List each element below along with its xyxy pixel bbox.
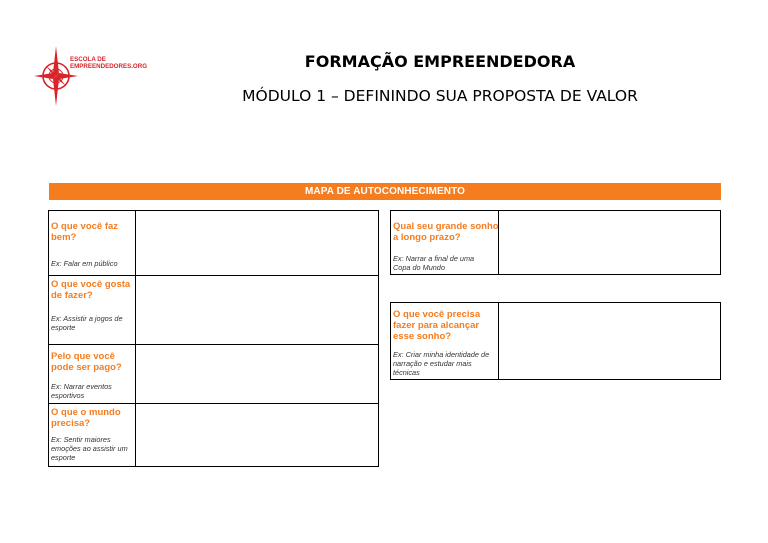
question-row	[391, 303, 498, 379]
question-row	[391, 211, 498, 274]
answer-field[interactable]	[499, 211, 720, 274]
question-row	[49, 345, 135, 403]
answer-field[interactable]	[136, 345, 378, 403]
example-text: Ex: Narrar eventos esportivos	[51, 382, 112, 400]
answer-field[interactable]	[136, 211, 378, 275]
example-text: Ex: Sentir maiores emoções ao assistir um esporte	[51, 435, 128, 462]
page-subtitle: MÓDULO 1 – DEFININDO SUA PROPOSTA DE VALOR	[242, 87, 638, 105]
question-label: Pelo que você pode ser pago?	[51, 351, 122, 373]
left-grid	[48, 210, 379, 467]
page-title: FORMAÇÃO EMPREENDEDORA	[304, 52, 576, 71]
answer-field[interactable]	[136, 404, 378, 466]
right-bottom-grid	[390, 302, 721, 380]
question-row	[49, 404, 135, 466]
question-row	[49, 211, 135, 275]
example-text: Ex: Falar em público	[51, 259, 118, 268]
question-label: O que você faz bem?	[51, 221, 119, 243]
logo-line-2: EMPREENDEDORES.ORG	[70, 63, 148, 70]
question-label: O que você precisa fazer para alcançar esse sonho?	[393, 309, 481, 342]
answer-field[interactable]	[136, 276, 378, 344]
question-label: O que o mundo precisa?	[51, 407, 121, 429]
example-text: Ex: Assistir a jogos de esporte	[51, 314, 123, 332]
example-text: Ex: Criar minha identidade de narração e estudar mais técnicas	[393, 350, 490, 377]
question-label: O que você gosta de fazer?	[51, 279, 131, 301]
question-row	[49, 276, 135, 344]
logo-line-1: ESCOLA DE	[70, 56, 106, 63]
example-text: Ex: Narrar a final de uma Copa do Mundo	[393, 254, 475, 272]
section-banner: MAPA DE AUTOCONHECIMENTO	[49, 183, 721, 200]
question-label: Qual seu grande sonho a longo prazo?	[393, 221, 499, 243]
right-top-grid	[390, 210, 721, 275]
answer-field[interactable]	[499, 303, 720, 379]
